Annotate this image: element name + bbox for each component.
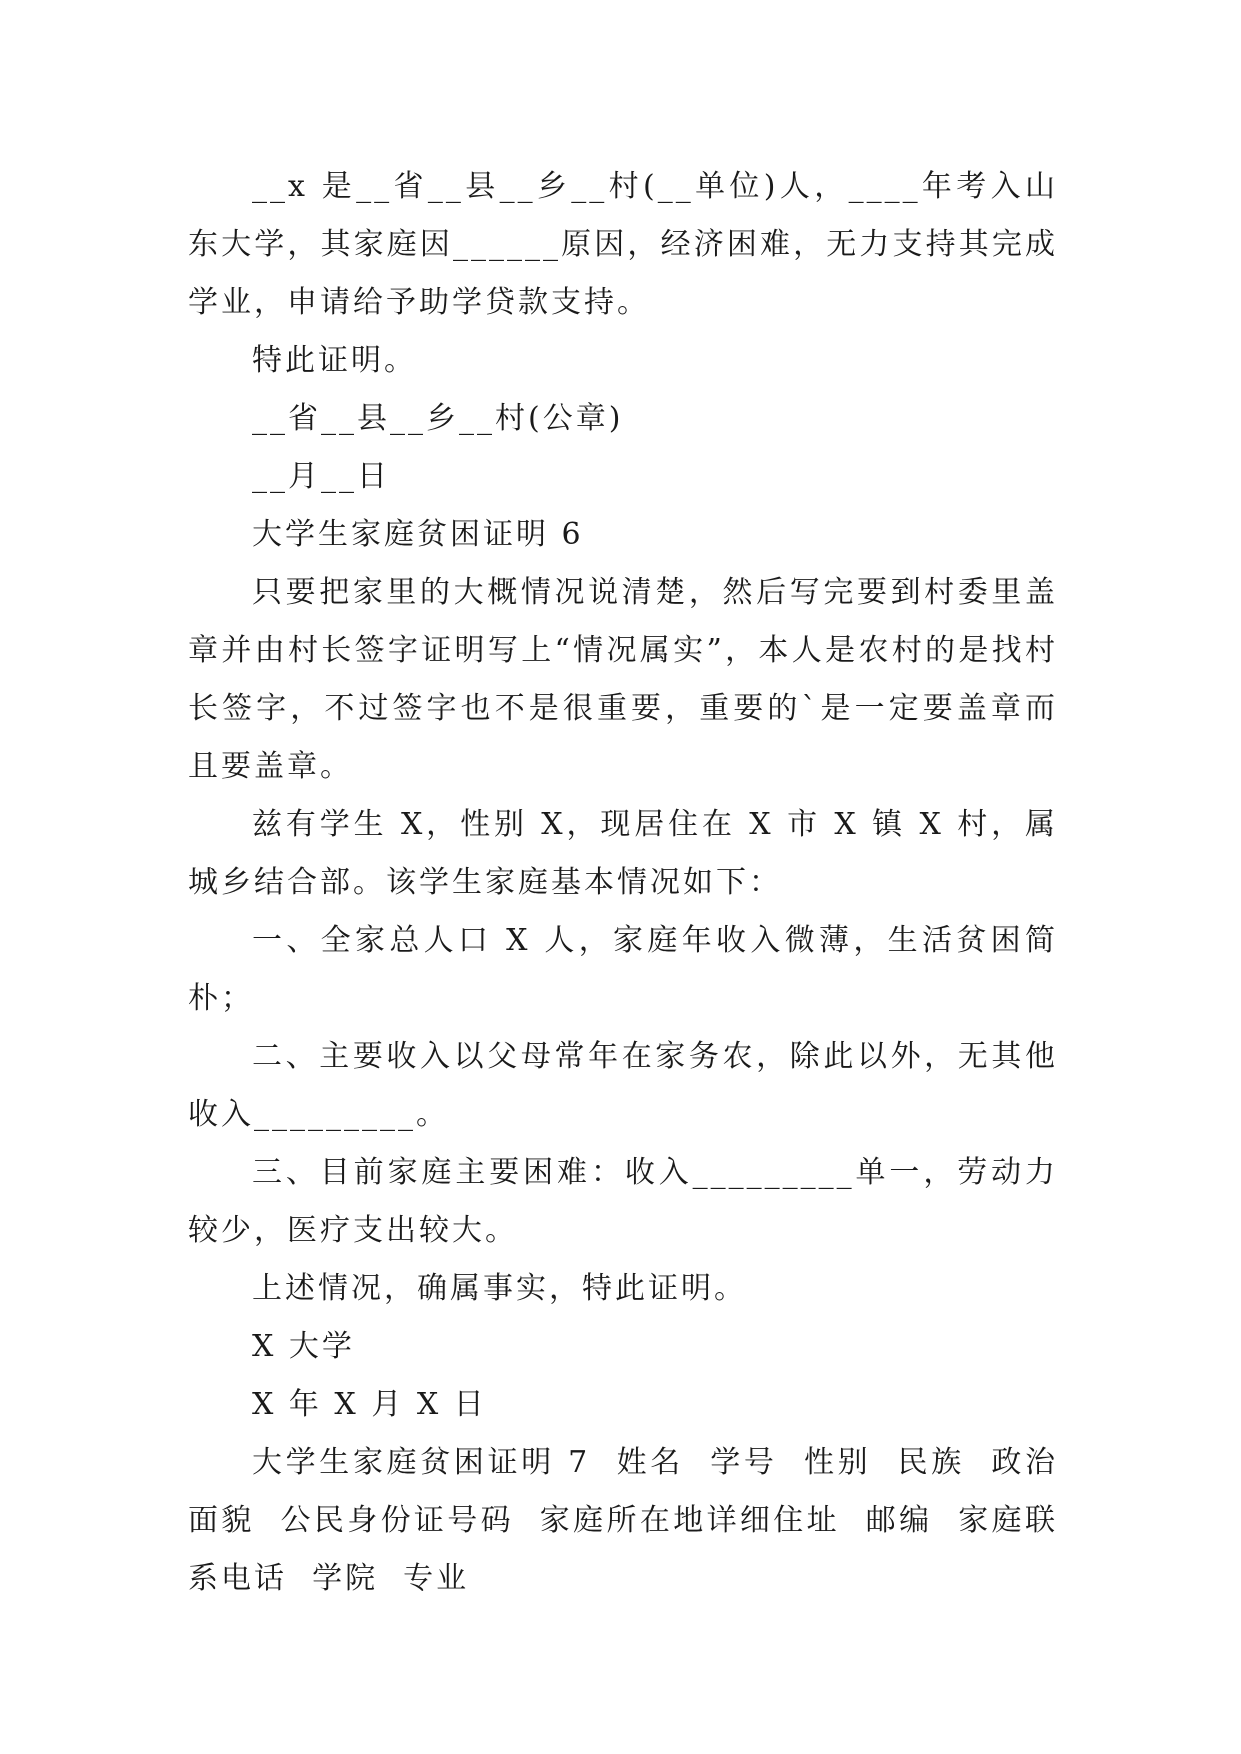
list-item-1: 一、全家总人口 X 人，家庭年收入微薄，生活贫困简朴； [188,923,1058,1016]
paragraph-date-line: __月__日 [252,459,390,494]
paragraph-certification: 特此证明。 [252,343,417,378]
paragraph-student-info: 兹有学生 X，性别 X，现居住在 X 市 X 镇 X 村，属城乡结合部。该学生家庭基本情况如下： [188,807,1058,900]
paragraph-seal-line: __省__县__乡__村(公章) [252,401,624,436]
signature-date: X 年 X 月 X 日 [252,1387,487,1422]
paragraph-applicant-info: __x 是__省__县__乡__村(__单位)人，____年考入山东大学，其家庭因______原因，经济困难，无力支持其完成学业，申请给予助学贷款支持。 [188,169,1058,320]
document-page [188,158,1058,1608]
signature-university: X 大学 [252,1329,355,1364]
list-item-2: 二、主要收入以父母常年在家务农，除此以外，无其他收入_________。 [188,1039,1058,1132]
section-heading-6: 大学生家庭贫困证明 6 [252,517,584,552]
section-heading-7-fields: 大学生家庭贫困证明 7 姓名 学号 性别 民族 政治面貌 公民身份证号码 家庭所在地详细住址 邮编 家庭联系电话 学院 专业 [188,1445,1058,1596]
paragraph-confirmation: 上述情况，确属事实，特此证明。 [252,1271,747,1306]
paragraph-instructions: 只要把家里的大概情况说清楚，然后写完要到村委里盖章并由村长签字证明写上“情况属实”，本人是农村的是找村长签字，不过签字也不是很重要，重要的`是一定要盖章而且要盖章。 [188,575,1058,784]
list-item-3: 三、目前家庭主要困难：收入_________单一，劳动力较少，医疗支出较大。 [188,1155,1058,1248]
